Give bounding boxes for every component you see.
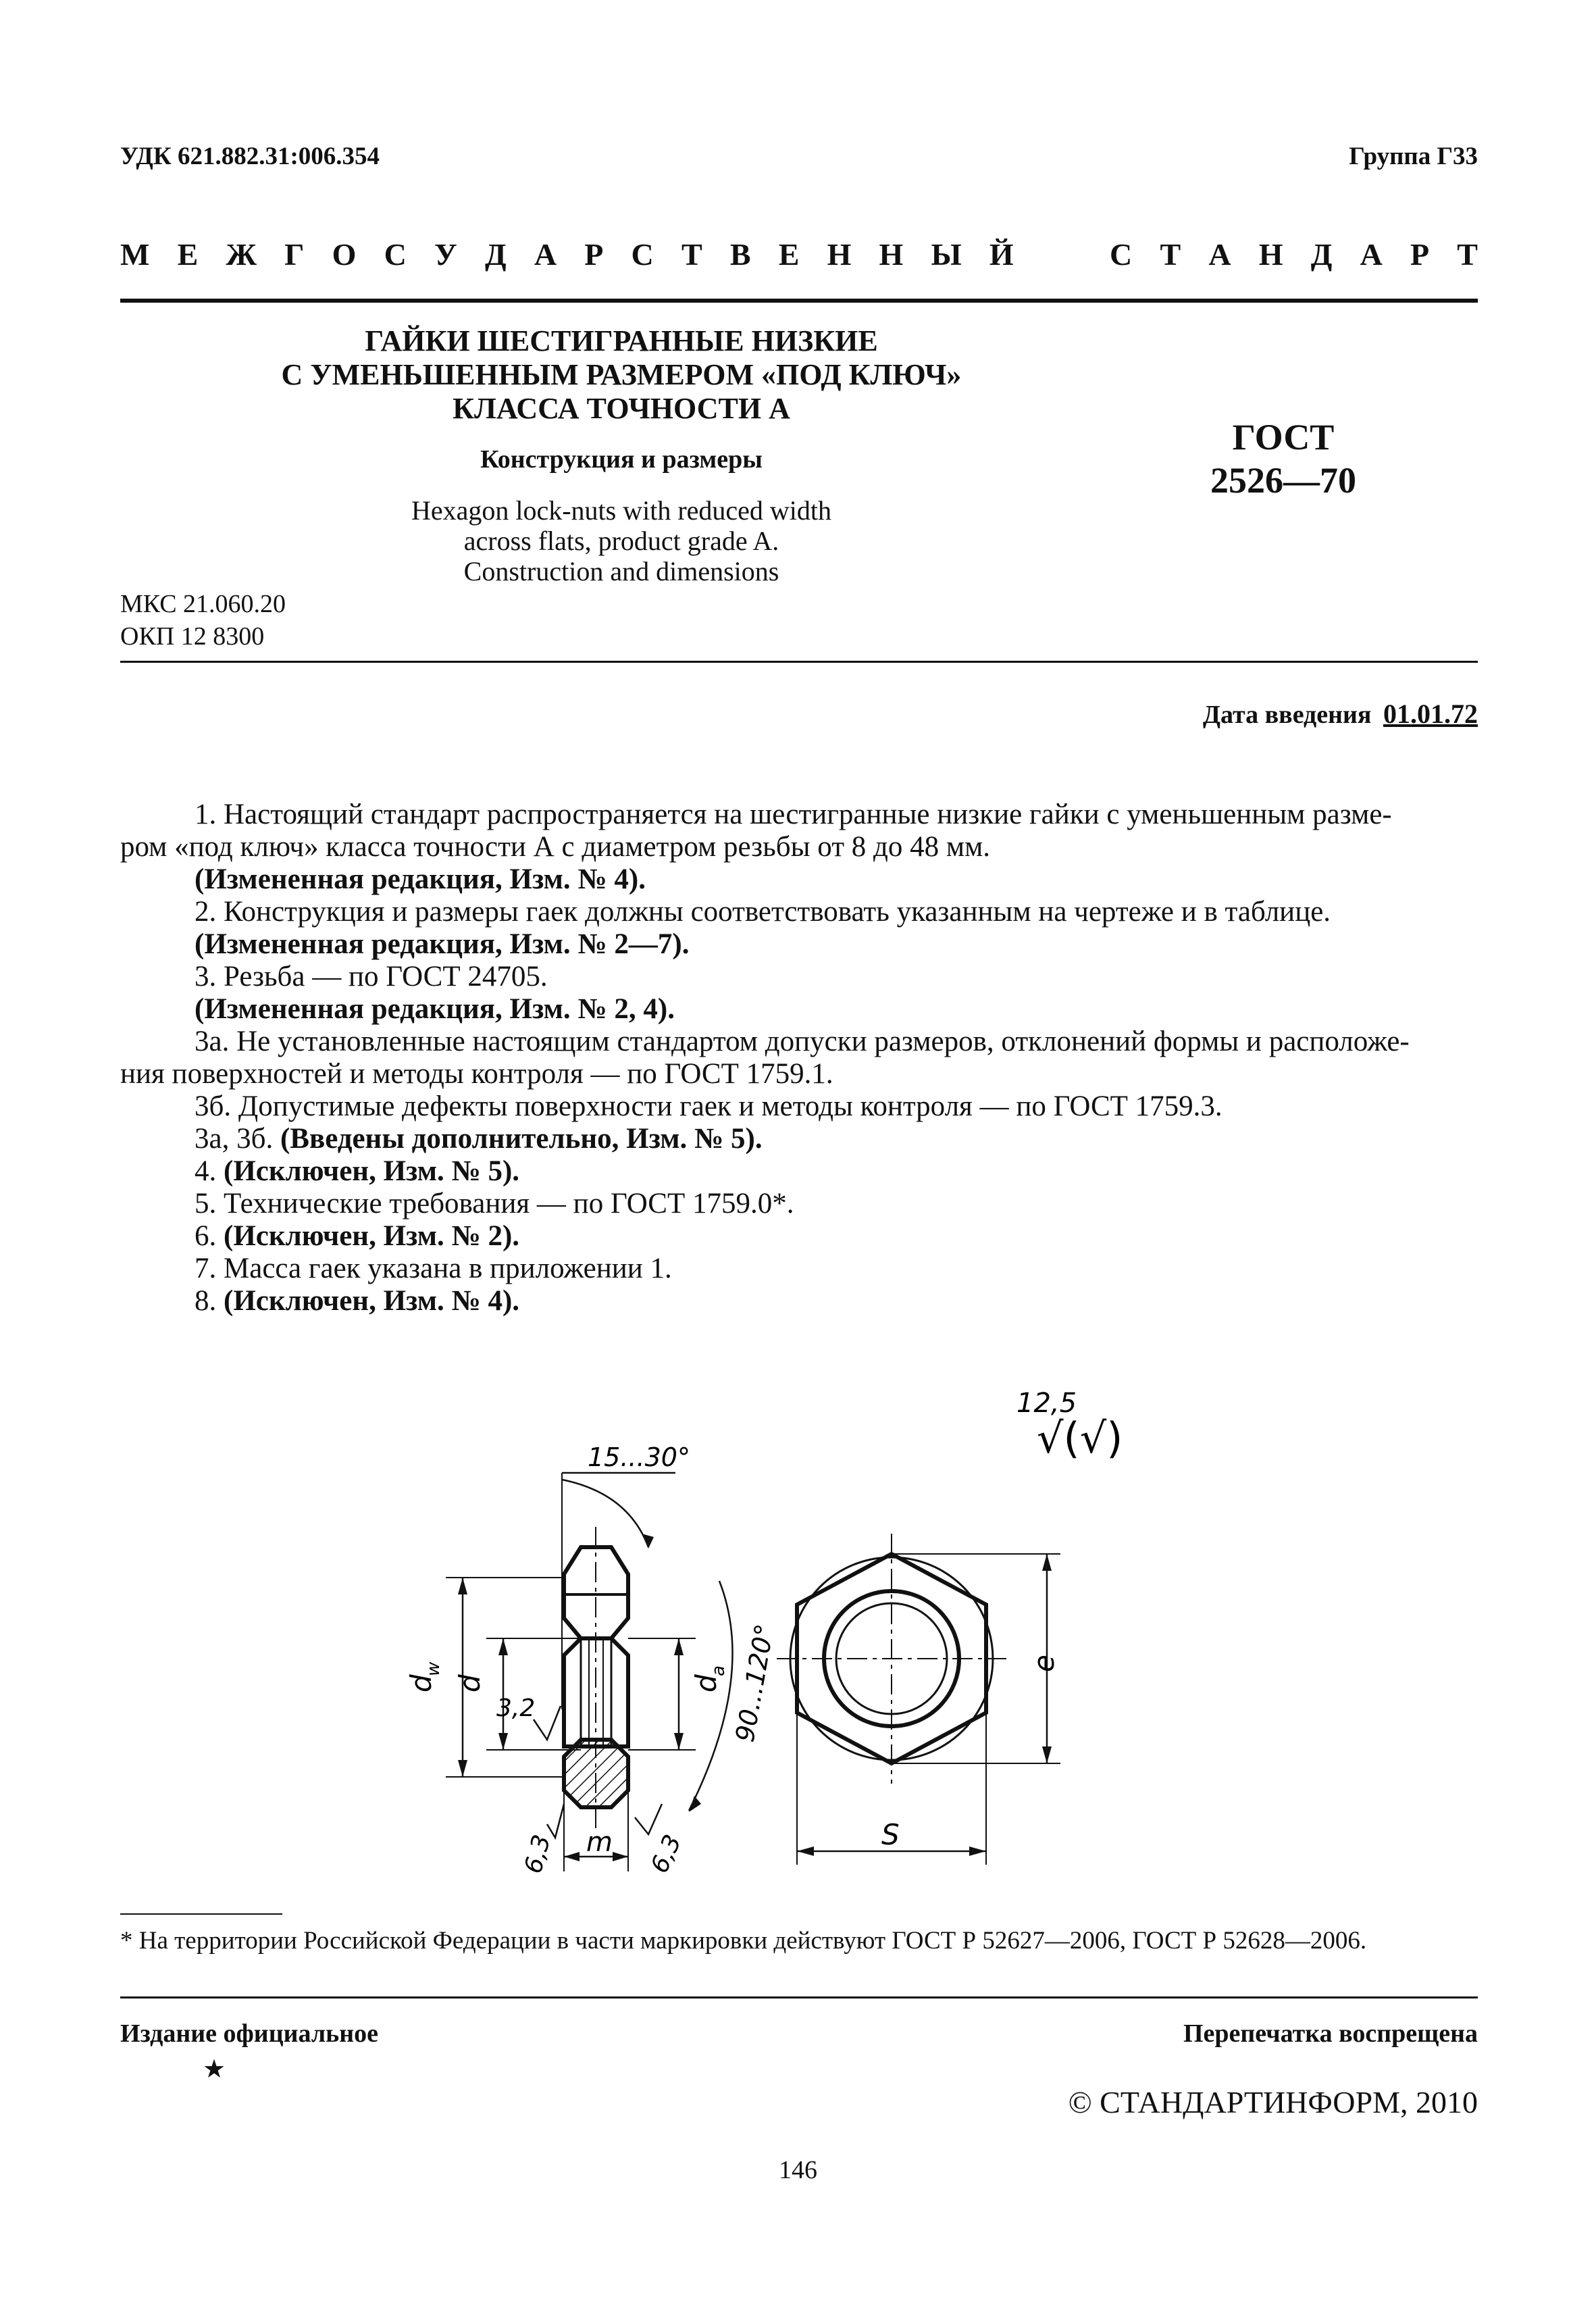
e-label: e: [1027, 1655, 1060, 1672]
chamfer-arc: [562, 1480, 648, 1547]
banner-rule: [120, 299, 1478, 303]
gost-number: 2526—70: [1210, 460, 1356, 501]
footer-rule: [120, 1996, 1478, 1998]
s-arrow-left: [797, 1846, 814, 1856]
intro-date-value: 01.01.72: [1383, 699, 1478, 729]
english-line-2: across flats, product grade A.: [463, 526, 779, 556]
chamfer-angle-label: 15...30°: [588, 1442, 690, 1472]
thread-angle-arc: [689, 1581, 733, 1811]
title-line-2: С УМЕНЬШЕННЫМ РАЗМЕРОМ «ПОД КЛЮЧ»: [281, 358, 962, 391]
rough-32-label: 3,2: [496, 1694, 536, 1722]
subtitle: Конструкция и размеры: [480, 445, 763, 474]
gost-label: ГОСТ: [1232, 417, 1335, 457]
clauses: [120, 799, 1478, 1317]
banner-letter: А: [1208, 237, 1231, 272]
banner-letter: С: [631, 237, 654, 272]
s-label: S: [881, 1818, 900, 1851]
rough-63-right-label: 6,3: [645, 1830, 688, 1878]
m-arrow-right: [613, 1852, 628, 1861]
mks-code: МКС 21.060.20: [120, 590, 286, 618]
clause-5: 5. Технические требования — по ГОСТ 1759.0*.: [195, 1188, 794, 1219]
banner-letter: Т: [681, 237, 702, 272]
banner-letter: Н: [827, 237, 852, 272]
banner-letter: Ы: [931, 237, 962, 272]
banner-letter: Д: [484, 237, 507, 272]
page-number: 146: [779, 2156, 817, 2184]
clause-3b: 3б. Допустимые дефекты поверхности гаек и методы контроля — по ГОСТ 1759.3.: [195, 1090, 1222, 1122]
clause-8: 8. (Исключен, Изм. № 4).: [195, 1285, 520, 1317]
rough-63-left-label: 6,3: [519, 1832, 557, 1877]
banner-letter: Е: [778, 237, 800, 272]
title-line-3: КЛАССА ТОЧНОСТИ А: [453, 392, 790, 425]
da-arrow-top: [674, 1638, 684, 1655]
dw-arrow-bottom: [458, 1760, 467, 1777]
d-arrow-top: [498, 1638, 508, 1655]
english-title: [203, 495, 1040, 586]
banner-letter: А: [534, 237, 557, 272]
banner-letter: А: [1360, 237, 1383, 272]
svg-text:w: w: [423, 1661, 444, 1676]
rough-63-right-symbol: [635, 1804, 662, 1834]
banner-letter: Т: [1160, 237, 1181, 272]
copyright: © СТАНДАРТИНФОРМ, 2010: [1068, 2085, 1478, 2119]
title-line-1: ГАЙКИ ШЕСТИГРАННЫЕ НИЗКИЕ: [365, 324, 878, 357]
nut-drawing: [378, 1372, 1189, 1892]
clause-2-note: (Измененная редакция, Изм. № 2—7).: [195, 928, 690, 960]
roughness-symbol: √(√): [1037, 1413, 1123, 1463]
banner-letter: Е: [177, 237, 199, 272]
banner-letter: Ж: [226, 237, 257, 272]
clause-3-note: (Измененная редакция, Изм. № 2, 4).: [195, 993, 675, 1025]
banner-letter: Р: [1410, 237, 1430, 272]
intro-date: [1203, 698, 1478, 730]
d-label: d: [453, 1674, 486, 1692]
clause-3a-3b: 3а, 3б. (Введены дополнительно, Изм. № 5).: [195, 1123, 763, 1155]
dw-arrow-top: [458, 1578, 467, 1594]
banner-letter: О: [332, 237, 357, 272]
english-line-3: Construction and dimensions: [463, 556, 779, 586]
banner-letter: Й: [989, 237, 1014, 272]
okp-code: ОКП 12 8300: [120, 622, 265, 651]
rough-63-left-symbol: [547, 1804, 564, 1838]
banner-letter: У: [434, 237, 457, 272]
group-code: Группа Г33: [1349, 143, 1478, 170]
svg-text:d: d: [690, 1674, 723, 1692]
thread-angle-arrow: [689, 1796, 701, 1812]
clause-3a-cont: ния поверхностей и методы контроля — по ГОСТ 1759.1.: [120, 1058, 833, 1090]
clause-3: 3. Резьба — по ГОСТ 24705.: [195, 961, 548, 992]
da-arrow-bottom: [674, 1733, 684, 1750]
english-line-1: Hexagon lock-nuts with reduced width: [411, 495, 832, 526]
da-label: [690, 1665, 729, 1692]
thread-angle-label: 90...120°: [729, 1621, 780, 1744]
banner-letter: С: [1110, 237, 1133, 272]
clause-7: 7. Масса гаек указана в приложении 1.: [195, 1253, 672, 1284]
e-arrow-top: [1042, 1554, 1052, 1571]
rough-32-symbol: [534, 1706, 561, 1740]
udk-code: УДК 621.882.31:006.354: [120, 143, 380, 170]
reprint-notice: Перепечатка воспрещена: [1183, 2019, 1478, 2048]
banner-letter: В: [729, 237, 751, 272]
star-icon: ★: [203, 2055, 226, 2084]
svg-text:d: d: [405, 1674, 438, 1692]
e-arrow-bottom: [1042, 1746, 1052, 1763]
clause-1-note: (Измененная редакция, Изм. № 4).: [195, 863, 646, 895]
svg-text:a: a: [709, 1665, 729, 1676]
clause-3a: 3а. Не установленные настоящим стандартом допуски размеров, отклонений формы и расположе-: [195, 1026, 1410, 1057]
s-arrow-right: [969, 1846, 986, 1856]
banner-letter: Н: [879, 237, 904, 272]
banner-letter: Н: [1258, 237, 1283, 272]
banner-letter: Р: [584, 237, 604, 272]
standard-banner: [120, 236, 1478, 277]
intro-date-label: Дата введения: [1202, 701, 1372, 729]
chamfer-arrow: [642, 1534, 654, 1549]
banner-letter: С: [384, 237, 407, 272]
classification-codes: [120, 588, 286, 653]
m-arrow-left: [564, 1852, 580, 1861]
banner-letter: Т: [1457, 237, 1478, 272]
dw-label: [405, 1661, 444, 1692]
title-block: [203, 324, 1040, 426]
d-arrow-bottom: [498, 1733, 508, 1750]
gost-number-block: [1162, 416, 1405, 502]
header-rule: [120, 661, 1478, 663]
clause-1: 1. Настоящий стандарт распространяется на шестигранные низкие гайки с уменьшенным разме-: [195, 799, 1392, 830]
footnote-rule: [120, 1913, 282, 1915]
clause-4: 4. (Исключен, Изм. № 5).: [195, 1155, 520, 1187]
roughness-main-label: 12,5: [1016, 1388, 1077, 1419]
clause-6: 6. (Исключен, Изм. № 2).: [195, 1220, 520, 1252]
clause-1-cont: ром «под ключ» класса точности А с диаметром резьбы от 8 до 48 мм.: [120, 831, 991, 863]
banner-letter: М: [120, 237, 150, 272]
footnote: * На территории Российской Федерации в части маркировки действуют ГОСТ Р 52627—2006, ГОСТ Р 52628—2006.: [120, 1927, 1367, 1955]
clause-2: 2. Конструкция и размеры гаек должны соответствовать указанным на чертеже и в таблице.: [195, 896, 1331, 928]
m-label: m: [586, 1827, 613, 1858]
banner-letter: Д: [1310, 237, 1333, 272]
banner-letter: Г: [284, 237, 305, 272]
edition-label: Издание официальное: [120, 2019, 379, 2048]
